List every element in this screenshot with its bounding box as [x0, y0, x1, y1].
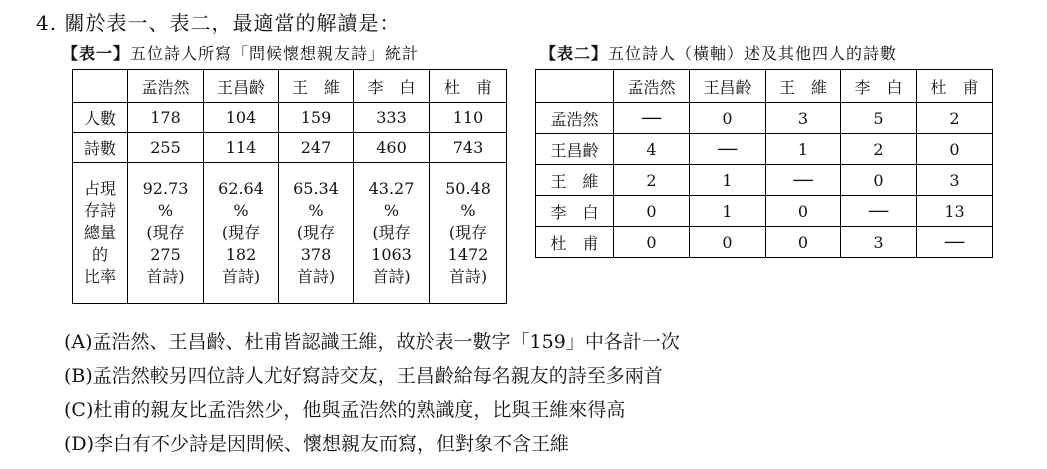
table2-cell: 5 — [841, 103, 917, 134]
table2-cell: ── — [766, 165, 841, 196]
table1-row-label: 人數 — [73, 103, 128, 133]
option-c: (C)杜甫的親友比孟浩然少，他與孟浩然的熟識度，比與王維來得高 — [64, 399, 626, 421]
table2-header-cell: 杜 甫 — [917, 70, 993, 103]
table2-header-row — [536, 70, 993, 103]
table1 — [72, 69, 507, 304]
table2-cell: 0 — [766, 196, 841, 227]
table2-cell: 0 — [614, 196, 690, 227]
table1-header-row — [73, 70, 507, 103]
option-d: (D)李白有不少詩是因問候、懷想親友而寫，但對象不含王維 — [64, 433, 570, 455]
table1-header-cell: 李 白 — [354, 70, 430, 103]
table1-cell: 110 — [430, 103, 507, 133]
table2-header-cell: 王 維 — [766, 70, 841, 103]
table1-cell: 255 — [128, 133, 204, 163]
table1-caption — [62, 41, 419, 64]
table1-cell: 50.48 % (現存 1472 首詩) — [430, 163, 507, 304]
table1-cell: 114 — [204, 133, 279, 163]
table1-row-poems — [73, 133, 507, 163]
table2-cell: 1 — [690, 165, 766, 196]
table2-cell: 0 — [690, 227, 766, 258]
table2-cell: 0 — [614, 227, 690, 258]
table2-cell: ── — [917, 227, 993, 258]
table1-cell: 92.73 % (現存 275 首詩) — [128, 163, 204, 304]
table2-header-cell: 王昌齡 — [690, 70, 766, 103]
table1-caption-text: 五位詩人所寫「問候懷想親友詩」統計 — [130, 44, 420, 63]
table2-cell: ── — [690, 134, 766, 165]
table2-cell: 3 — [841, 227, 917, 258]
table1-row-label: 占現 存詩 總量 的 比率 — [73, 163, 128, 304]
table1-cell: 43.27 % (現存 1063 首詩) — [354, 163, 430, 304]
table1-row-label: 詩數 — [73, 133, 128, 163]
table2-cell: 4 — [614, 134, 690, 165]
option-b: (B)孟浩然較另四位詩人尤好寫詩交友，王昌齡給每名親友的詩至多兩首 — [64, 365, 663, 387]
table1-row-people — [73, 103, 507, 133]
table2-row — [536, 227, 993, 258]
table2-cell: 3 — [917, 165, 993, 196]
table1-cell: 743 — [430, 133, 507, 163]
table1-header-cell: 王昌齡 — [204, 70, 279, 103]
table1-header-cell: 王 維 — [279, 70, 354, 103]
table2-row — [536, 134, 993, 165]
table1-cell: 178 — [128, 103, 204, 133]
table2-caption — [540, 41, 897, 64]
table2-cell: 2 — [614, 165, 690, 196]
table2-cell: 0 — [841, 165, 917, 196]
table1-row-ratio — [73, 163, 507, 304]
table2-header-cell — [536, 70, 614, 103]
table1-cell: 104 — [204, 103, 279, 133]
table2-cell: 0 — [917, 134, 993, 165]
table2-row-label: 王昌齡 — [536, 134, 614, 165]
table1-cell: 333 — [354, 103, 430, 133]
table2-row-label: 王 維 — [536, 165, 614, 196]
table2-header-cell: 李 白 — [841, 70, 917, 103]
table2-cell: 3 — [766, 103, 841, 134]
table2-cell: 0 — [766, 227, 841, 258]
table2-row — [536, 165, 993, 196]
table2-row — [536, 103, 993, 134]
table1-header-cell — [73, 70, 128, 103]
table1-cell: 247 — [279, 133, 354, 163]
table2-row-label: 李 白 — [536, 196, 614, 227]
table2-cell: 1 — [766, 134, 841, 165]
table2-row — [536, 196, 993, 227]
table2-cell: ── — [841, 196, 917, 227]
table1-cell: 62.64 % (現存 182 首詩) — [204, 163, 279, 304]
table2-cell: 13 — [917, 196, 993, 227]
table2-cell: ── — [614, 103, 690, 134]
option-a: (A)孟浩然、王昌齡、杜甫皆認識王維，故於表一數字「159」中各計一次 — [64, 331, 680, 353]
table2-cell: 2 — [917, 103, 993, 134]
table2-row-label: 杜 甫 — [536, 227, 614, 258]
table1-cell: 65.34 % (現存 378 首詩) — [279, 163, 354, 304]
table2-caption-text: 五位詩人（橫軸）述及其他四人的詩數 — [608, 44, 898, 63]
table1-header-cell: 孟浩然 — [128, 70, 204, 103]
table2-row-label: 孟浩然 — [536, 103, 614, 134]
table1-caption-tag: 【表一】 — [62, 44, 131, 63]
table2-caption-tag: 【表二】 — [540, 44, 609, 63]
table2-cell: 2 — [841, 134, 917, 165]
table2-cell: 0 — [690, 103, 766, 134]
table2-header-cell: 孟浩然 — [614, 70, 690, 103]
question-stem: 4. 關於表一、表二，最適當的解讀是： — [36, 11, 401, 35]
table1-cell: 159 — [279, 103, 354, 133]
table1-cell: 460 — [354, 133, 430, 163]
table2 — [535, 69, 993, 258]
table1-header-cell: 杜 甫 — [430, 70, 507, 103]
table2-cell: 1 — [690, 196, 766, 227]
